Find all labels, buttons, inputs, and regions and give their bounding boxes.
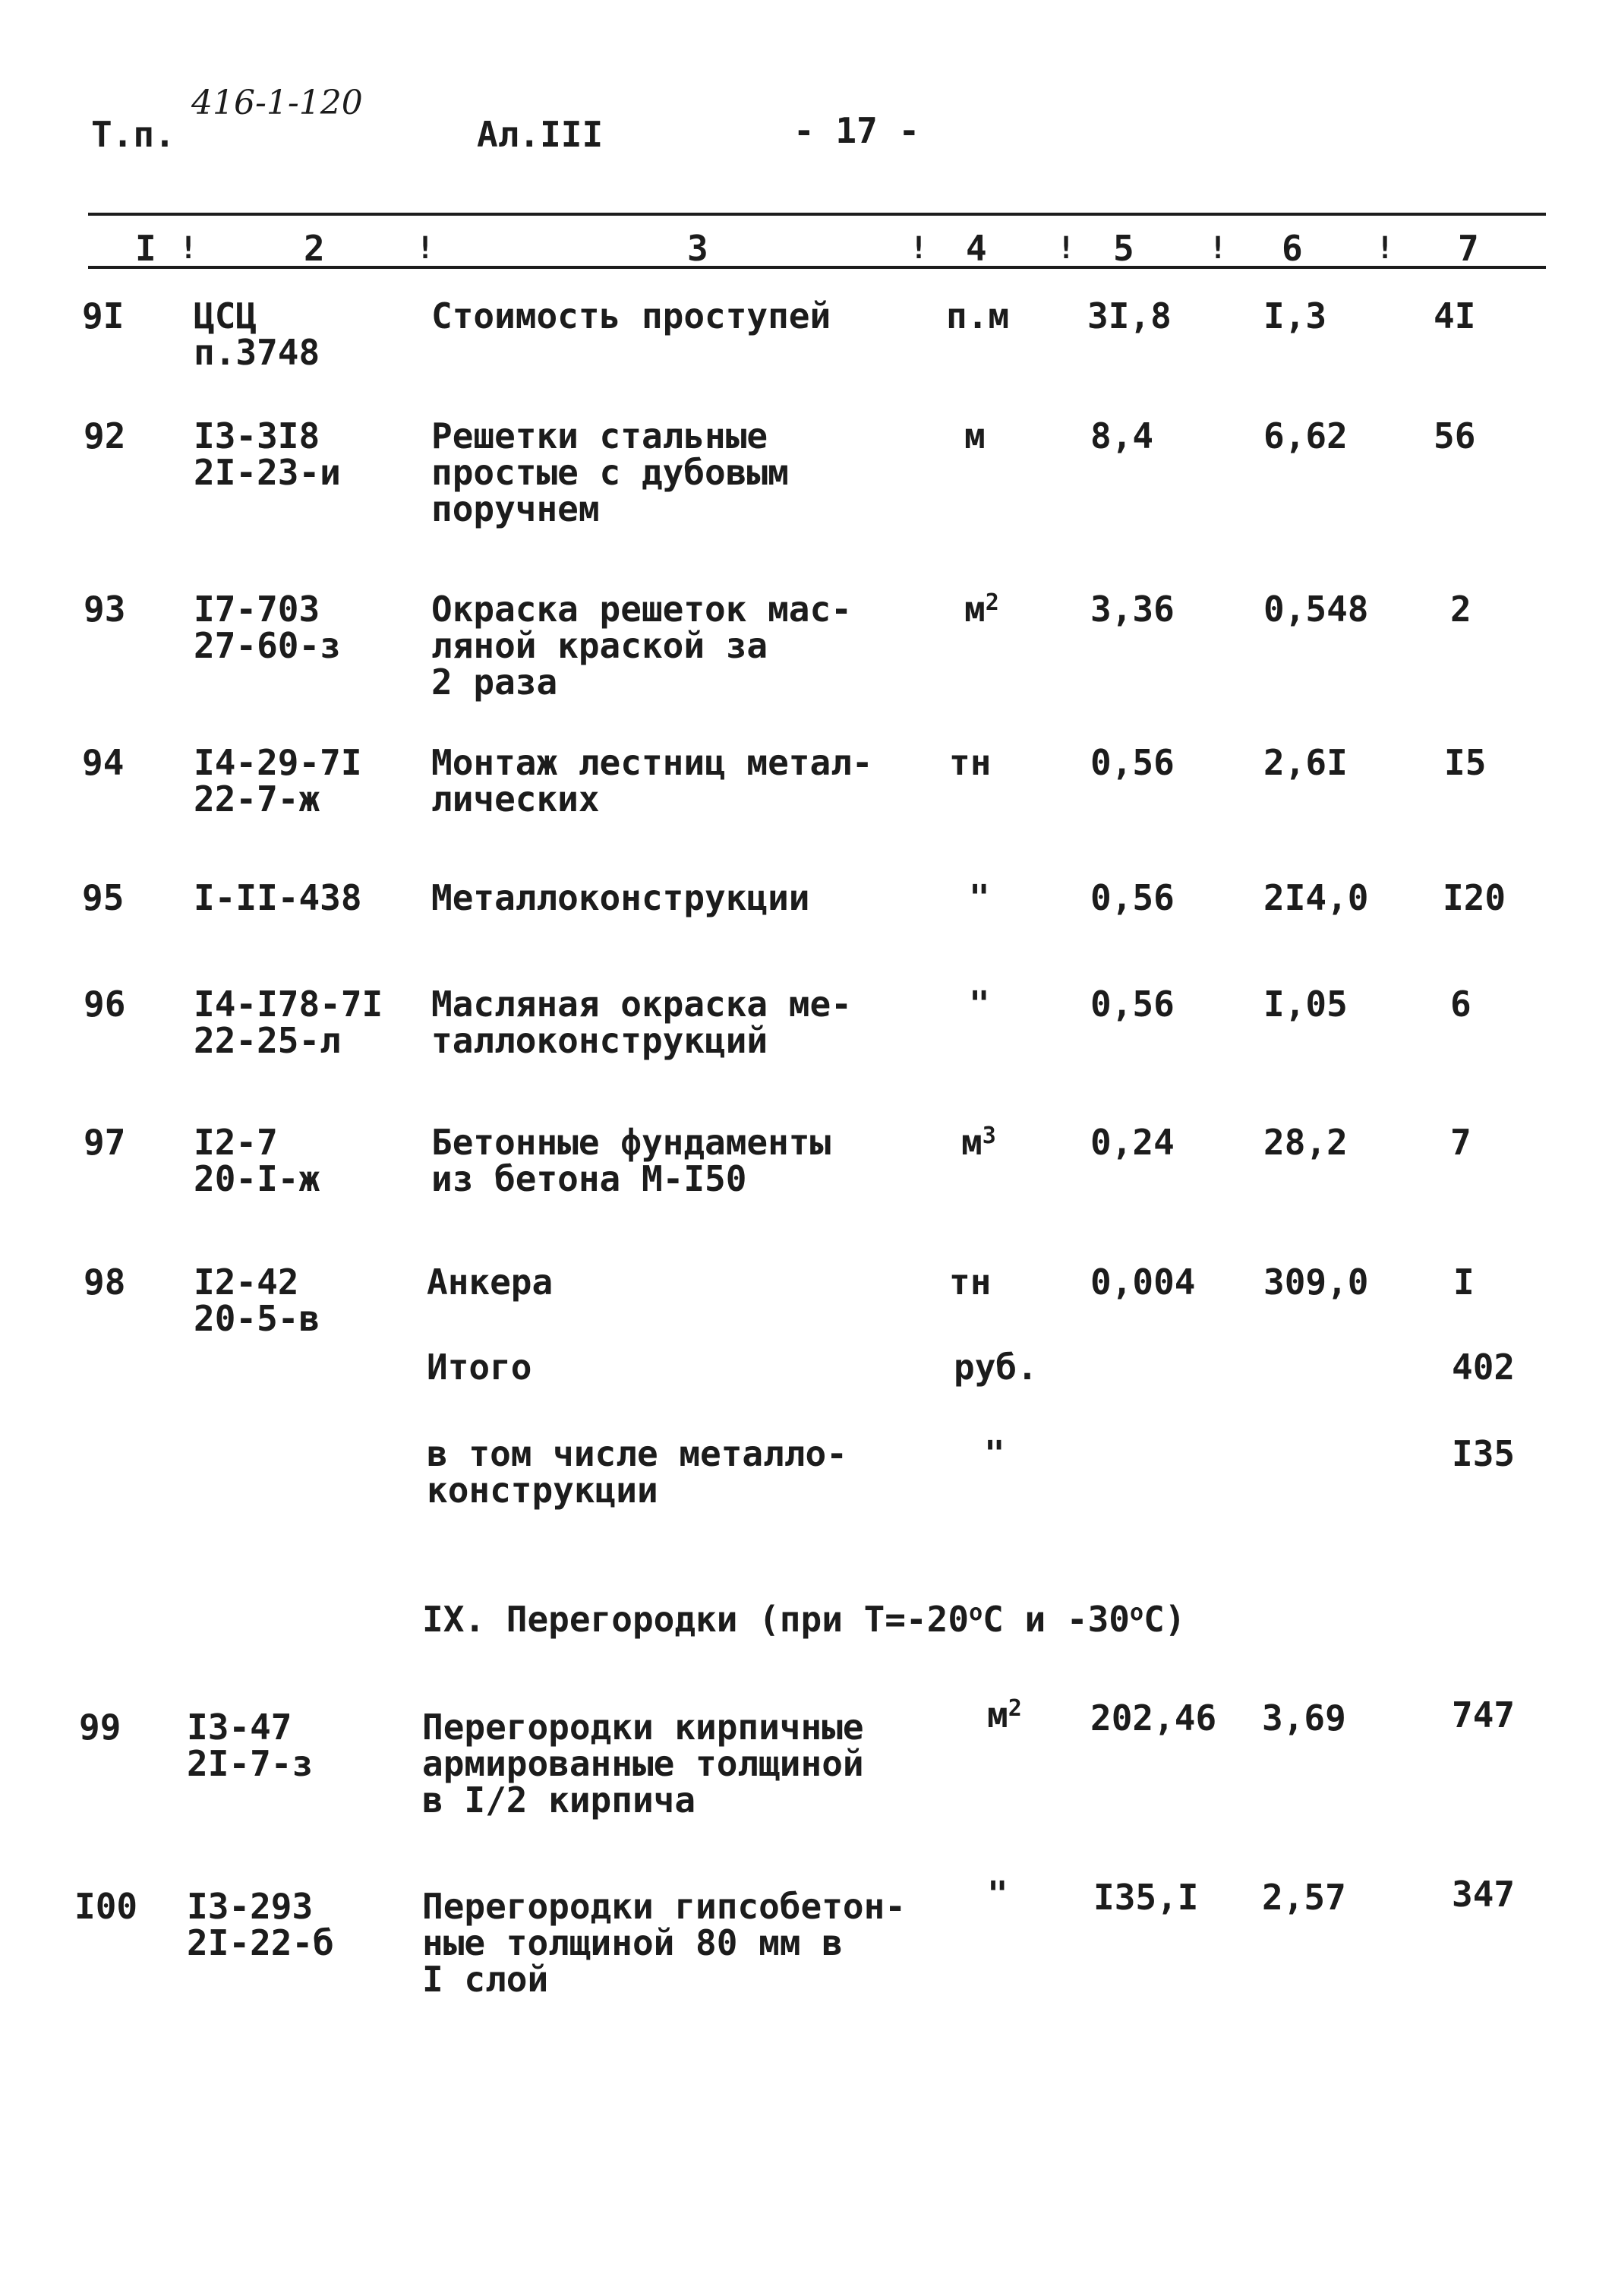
column-number-6: 6 [1282, 228, 1303, 269]
column-number-2: 2 [304, 228, 325, 269]
unit: тн [949, 742, 992, 783]
unit: п.м [946, 295, 1010, 336]
total-cost: I20 [1443, 877, 1506, 918]
column-number-1: I [135, 228, 156, 269]
total-cost: 6 [1450, 984, 1471, 1025]
degree-mark: о [1130, 1600, 1144, 1626]
work-name: Решетки стальные простые с дубовым поручнем [431, 415, 789, 529]
work-name: Бетонные фундаменты из бетона М-I50 [431, 1122, 831, 1199]
unit: " [987, 1874, 1008, 1915]
rate-code: I4-I78-7I 22-25-л [194, 984, 383, 1061]
subtotal-value: I35 [1452, 1433, 1516, 1474]
row-number: 98 [84, 1262, 126, 1303]
column-number-7: 7 [1458, 228, 1479, 269]
quantity: 202,46 [1090, 1698, 1217, 1739]
total-cost: 7 [1450, 1122, 1471, 1163]
row-number: 97 [84, 1122, 126, 1163]
unit [964, 589, 999, 630]
unit-price: I,05 [1263, 984, 1348, 1025]
unit: " [969, 984, 990, 1025]
row-number: I00 [74, 1886, 138, 1927]
total-label: Итого [427, 1347, 532, 1388]
column-number-3: 3 [687, 228, 708, 269]
rate-code: I4-29-7I 22-7-ж [194, 742, 362, 820]
column-number-4: 4 [966, 228, 987, 269]
unit-text: м [961, 1122, 983, 1163]
row-number: 92 [84, 415, 126, 456]
column-separator: ! [179, 231, 198, 266]
rate-code: I3-47 2I-7-з [187, 1707, 314, 1784]
quantity: 0,56 [1090, 742, 1175, 783]
column-separator: ! [1209, 231, 1228, 266]
work-name: Перегородки гипсобетон- ные толщиной 80 мм в I слой [422, 1886, 906, 2000]
section-title-part: IX. Перегородки (при Т=-20 [422, 1599, 970, 1640]
unit [961, 1124, 996, 1161]
unit-price: 2,57 [1262, 1877, 1346, 1918]
total-unit: руб. [954, 1347, 1038, 1388]
work-name: Анкера [427, 1262, 554, 1303]
quantity: 3I,8 [1087, 295, 1172, 336]
unit-price: 3,69 [1262, 1698, 1346, 1739]
quantity: I35,I [1093, 1877, 1199, 1918]
quantity: 0,24 [1090, 1122, 1175, 1163]
project-number: 416-1-120 [191, 84, 363, 122]
row-number: 96 [84, 984, 126, 1025]
work-name: Масляная окраска ме- таллоконструкций [431, 984, 852, 1061]
section-heading [422, 1601, 1185, 1638]
row-number: 99 [79, 1707, 121, 1748]
rate-code: I-II-438 [194, 877, 362, 918]
total-cost: 347 [1452, 1874, 1516, 1915]
unit-price: 309,0 [1263, 1262, 1369, 1303]
unit: тн [949, 1262, 992, 1303]
total-cost: I [1453, 1262, 1475, 1303]
unit-exponent: 2 [1008, 1695, 1022, 1722]
quantity: 0,004 [1090, 1262, 1196, 1303]
row-number: 93 [84, 589, 126, 630]
quantity: 0,56 [1090, 984, 1175, 1025]
unit-text: м [987, 1694, 1008, 1735]
work-name: Монтаж лестниц метал- лических [431, 742, 873, 820]
rate-code: I3-293 2I-22-б [187, 1886, 334, 1963]
unit-price: I,3 [1263, 295, 1327, 336]
row-number: 9I [82, 295, 125, 336]
column-separator: ! [1376, 231, 1395, 266]
column-separator: ! [1057, 231, 1076, 266]
rate-code: I3-3I8 2I-23-и [194, 415, 341, 493]
page-number: - 17 - [793, 110, 920, 151]
total-cost: 4I [1434, 295, 1476, 336]
total-cost: I5 [1444, 742, 1487, 783]
work-name: Стоимость проступей [431, 295, 831, 336]
work-name: Перегородки кирпичные армированные толщиной в I/2 кирпича [422, 1707, 864, 1821]
column-number-5: 5 [1113, 228, 1134, 269]
total-cost: 747 [1452, 1694, 1516, 1735]
work-name: Окраска решеток мас- ляной краской за 2 раза [431, 589, 852, 703]
rate-code: I7-703 27-60-з [194, 589, 341, 666]
unit-exponent: 2 [985, 589, 999, 616]
unit-price: 2,6I [1263, 742, 1348, 783]
quantity: 0,56 [1090, 877, 1175, 918]
subtotal-unit: " [984, 1433, 1005, 1474]
row-number: 95 [82, 877, 125, 918]
row-number: 94 [82, 742, 125, 783]
work-name: Металлоконструкции [431, 877, 810, 918]
unit-price: 6,62 [1263, 415, 1348, 456]
column-separator: ! [416, 231, 435, 266]
rate-code: I2-7 20-I-ж [194, 1122, 320, 1199]
rate-code: ЦСЦ п.3748 [194, 295, 320, 373]
unit-price: 0,548 [1263, 589, 1369, 630]
table-top-rule [88, 213, 1546, 216]
subtotal-label: в том числе металло- конструкции [427, 1433, 847, 1511]
unit: " [969, 877, 990, 918]
total-cost: 2 [1450, 589, 1471, 630]
unit-price: 28,2 [1263, 1122, 1348, 1163]
unit [987, 1694, 1022, 1735]
section-title-part: С и -30 [983, 1599, 1130, 1640]
column-separator: ! [910, 231, 929, 266]
quantity: 3,36 [1090, 589, 1175, 630]
degree-mark: о [969, 1600, 983, 1626]
section-title-part: С) [1143, 1599, 1186, 1640]
total-value: 402 [1452, 1347, 1516, 1388]
unit-text: м [964, 589, 986, 630]
doc-prefix: Т.п. [91, 114, 175, 155]
album-label: Ал.III [477, 114, 604, 155]
total-cost: 56 [1434, 415, 1476, 456]
quantity: 8,4 [1090, 415, 1154, 456]
unit-price: 2I4,0 [1263, 877, 1369, 918]
unit-exponent: 3 [982, 1123, 996, 1149]
unit: м [964, 415, 986, 456]
rate-code: I2-42 20-5-в [194, 1262, 320, 1339]
